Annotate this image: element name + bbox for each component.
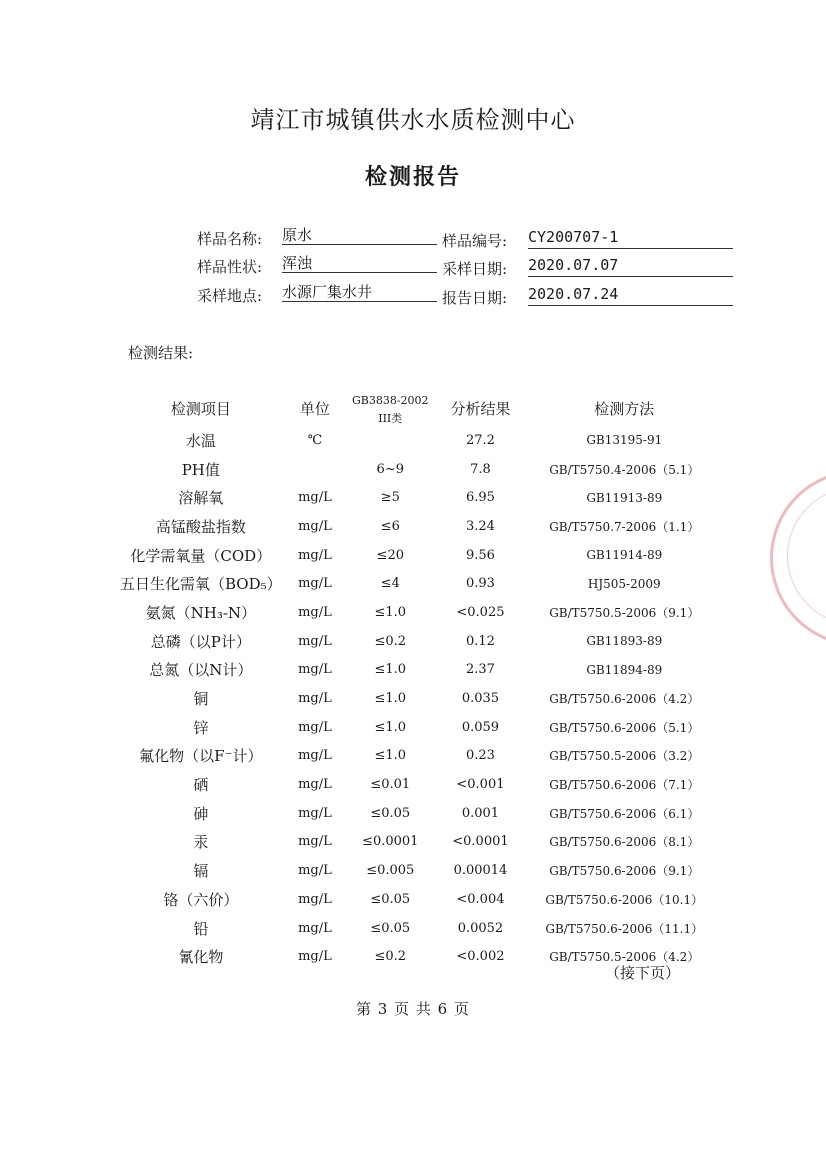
sample-nature-value: 浑浊 [282, 252, 437, 273]
row-method: GB/T5750.6-2006（4.2） [549, 692, 700, 707]
row-standard: ≤1.0 [374, 691, 407, 707]
row-result: 0.001 [461, 805, 500, 821]
row-result: 3.24 [465, 518, 495, 534]
row-method: GB/T5750.4-2006（5.1） [549, 462, 700, 477]
row-method: GB/T5750.5-2006（4.2） [549, 950, 700, 965]
row-result: <0.025 [456, 604, 505, 620]
row-unit: mg/L [298, 891, 332, 907]
continued-note: （接下页） [605, 964, 681, 982]
row-standard: ≤0.2 [374, 633, 407, 649]
row-unit: mg/L [298, 633, 332, 649]
row-method: HJ505-2009 [587, 576, 661, 591]
row-method: GB/T5750.6-2006（6.1） [549, 806, 700, 821]
row-result: 2.37 [465, 662, 495, 678]
row-result: <0.001 [456, 777, 505, 793]
row-unit: mg/L [298, 777, 332, 793]
sampling-location-label: 采样地点: [197, 287, 263, 305]
row-result: 9.56 [465, 547, 495, 563]
table-row [120, 713, 720, 742]
row-result: <0.0001 [452, 834, 509, 850]
table-row [120, 656, 720, 685]
row-item: 铬（六价） [163, 890, 239, 909]
row-unit: mg/L [298, 834, 332, 850]
row-item: 汞 [193, 833, 209, 852]
page-number: 第 3 页 共 6 页 [356, 1000, 470, 1018]
row-unit: mg/L [298, 518, 332, 534]
row-method: GB/T5750.5-2006（9.1） [549, 605, 700, 620]
row-unit: mg/L [298, 662, 332, 678]
report-date-value: 2020.07.24 [528, 285, 733, 306]
row-standard: ≤6 [380, 518, 400, 534]
row-standard: ≤0.05 [370, 920, 411, 936]
row-unit: mg/L [298, 863, 332, 879]
row-method: GB11913-89 [586, 490, 663, 505]
row-item: 总氮（以N计） [149, 661, 253, 680]
row-item: 五日生化需氧（BOD₅） [120, 575, 282, 594]
table-row [120, 856, 720, 885]
row-result: 0.035 [461, 691, 500, 707]
row-method: GB13195-91 [586, 433, 663, 448]
table-row [120, 598, 720, 627]
header-unit: 单位 [299, 399, 330, 418]
table-row [120, 885, 720, 914]
organization-name: 靖江市城镇供水水质检测中心 [250, 106, 576, 134]
header-item: 检测项目 [170, 399, 231, 418]
row-standard: ≥5 [380, 490, 400, 506]
row-unit [282, 455, 349, 484]
table-row [120, 799, 720, 828]
row-method: GB/T5750.6-2006（7.1） [549, 778, 700, 793]
row-item: PH值 [181, 460, 220, 479]
table-row [120, 483, 720, 512]
table-row [120, 569, 720, 598]
row-method: GB/T5750.5-2006（3.2） [549, 749, 700, 764]
header-standard [348, 390, 432, 426]
row-item: 砷 [193, 804, 209, 823]
row-item: 总磷（以P计） [150, 632, 251, 651]
row-standard [348, 426, 432, 455]
table-row [120, 426, 720, 455]
row-method: GB/T5750.6-2006（10.1） [545, 892, 704, 907]
row-result: <0.002 [456, 949, 505, 965]
row-item: 镉 [193, 862, 209, 881]
row-unit: mg/L [298, 576, 332, 592]
table-row [120, 455, 720, 484]
row-result: 6.95 [465, 490, 495, 506]
results-label: 检测结果: [128, 344, 194, 362]
table-row [120, 627, 720, 656]
row-method: GB/T5750.6-2006（9.1） [549, 864, 700, 879]
sample-code-value: CY200707-1 [528, 228, 733, 249]
table-row [120, 914, 720, 943]
row-standard: ≤0.05 [370, 891, 411, 907]
row-unit: mg/L [298, 949, 332, 965]
row-item: 铅 [193, 919, 209, 938]
row-method: GB/T5750.7-2006（1.1） [549, 519, 700, 534]
row-unit: mg/L [298, 805, 332, 821]
row-unit: mg/L [298, 604, 332, 620]
row-item: 水温 [185, 431, 216, 450]
row-item: 锌 [193, 718, 209, 737]
row-item: 硒 [193, 776, 209, 795]
row-unit: mg/L [298, 490, 332, 506]
row-standard: ≤4 [380, 576, 400, 592]
sampling-date-value: 2020.07.07 [528, 256, 733, 277]
row-method: GB11894-89 [586, 662, 663, 677]
row-standard: ≤0.05 [370, 805, 411, 821]
row-item: 溶解氧 [178, 489, 224, 508]
row-item: 氰化物 [178, 948, 224, 967]
sample-code-label: 样品编号: [442, 232, 508, 250]
row-unit: mg/L [298, 691, 332, 707]
table-row [120, 541, 720, 570]
row-standard: ≤0.01 [370, 777, 411, 793]
official-seal [770, 470, 826, 646]
header-standard-line1: GB3838-2002 [351, 394, 429, 407]
row-method: GB11914-89 [586, 548, 663, 563]
row-item: 氟化物（以F⁻计） [139, 747, 263, 766]
row-standard: ≤20 [376, 547, 404, 563]
row-standard: ≤1.0 [374, 604, 407, 620]
row-method: GB/T5750.6-2006（11.1） [545, 921, 704, 936]
row-unit: ℃ [307, 432, 323, 448]
row-unit: mg/L [298, 748, 332, 764]
row-result: 7.8 [470, 461, 491, 477]
row-standard: 6~9 [376, 461, 404, 477]
row-result: 0.00014 [453, 863, 508, 879]
row-standard: ≤1.0 [374, 748, 407, 764]
report-date-label: 报告日期: [442, 289, 508, 307]
row-standard: ≤0.005 [366, 863, 415, 879]
table-row [120, 828, 720, 857]
table-row [120, 770, 720, 799]
row-result: <0.004 [456, 891, 505, 907]
row-standard: ≤1.0 [374, 719, 407, 735]
row-item: 高锰酸盐指数 [155, 517, 246, 536]
results-table [120, 390, 720, 971]
row-item: 化学需氧量（COD） [130, 546, 272, 565]
row-standard: ≤1.0 [374, 662, 407, 678]
table-row [120, 742, 720, 771]
row-standard: ≤0.0001 [362, 834, 419, 850]
row-standard: ≤0.2 [374, 949, 407, 965]
sample-name-label: 样品名称: [197, 230, 263, 248]
sampling-date-label: 采样日期: [442, 260, 508, 278]
row-result: 27.2 [465, 432, 495, 448]
row-unit: mg/L [298, 920, 332, 936]
sample-nature-label: 样品性状: [197, 258, 263, 276]
header-method: 检测方法 [594, 399, 655, 418]
row-unit: mg/L [298, 719, 332, 735]
row-result: 0.059 [461, 719, 500, 735]
sample-name-value: 原水 [282, 224, 437, 245]
row-item: 氨氮（NH₃-N） [145, 603, 257, 622]
sampling-location-value: 水源厂集水井 [282, 281, 437, 302]
row-result: 0.93 [465, 576, 495, 592]
row-item: 铜 [193, 690, 209, 709]
row-result: 0.0052 [457, 920, 504, 936]
header-result: 分析结果 [450, 399, 511, 418]
row-result: 0.23 [465, 748, 495, 764]
table-row [120, 512, 720, 541]
row-unit: mg/L [298, 547, 332, 563]
row-method: GB/T5750.6-2006（8.1） [549, 835, 700, 850]
row-method: GB11893-89 [586, 634, 663, 649]
table-header-row [120, 390, 720, 426]
row-method: GB/T5750.6-2006（5.1） [549, 720, 700, 735]
report-title: 检测报告 [364, 164, 461, 190]
header-standard-line2: III类 [378, 412, 403, 425]
table-row [120, 684, 720, 713]
row-result: 0.12 [465, 633, 495, 649]
